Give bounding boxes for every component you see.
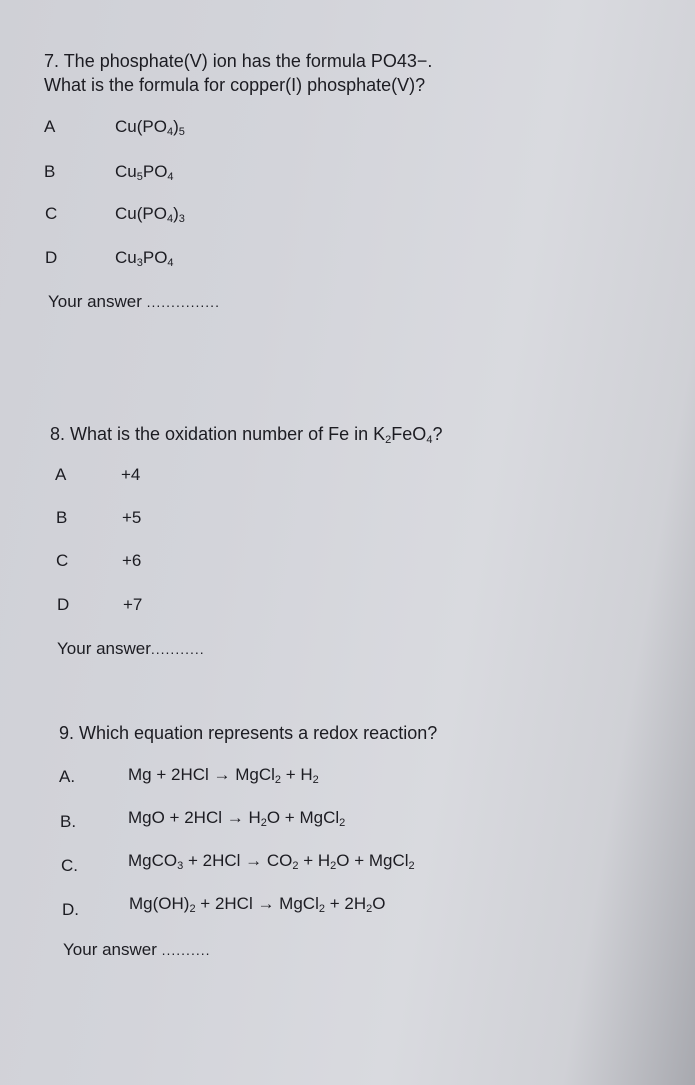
answer-dots: ............... [146,294,220,310]
q9-answer-line[interactable] [63,940,211,960]
formula-subscript: 2 [318,903,325,915]
q8-option-value: +6 [122,551,142,570]
answer-dots: .......... [161,942,211,958]
q9-title: 9. Which equation represents a redox reaction? [59,723,438,743]
q7-option-formula [115,117,185,138]
formula-part: ) [173,204,179,223]
formula-subscript: 3 [177,860,184,872]
answer-dots: ........... [150,641,205,657]
formula-subscript: 3 [178,213,185,225]
q8-title [50,423,442,451]
formula-subscript: 2 [385,434,392,446]
formula-subscript: 2 [260,817,267,829]
q7-option-letter: D [45,248,58,267]
formula-subscript: 2 [189,903,196,915]
answer-label: Your answer [63,940,157,959]
q9-option-letter: D. [62,900,79,919]
formula-subscript: 3 [136,257,143,269]
q8-option-letter: A [55,465,67,484]
q8-option-value: +4 [121,465,141,484]
formula-subscript: 2 [408,860,415,872]
q7-option-letter: A [44,117,56,136]
q9-option-letter: A. [59,767,76,786]
formula-part: Cu(PO [115,117,167,136]
formula-subscript: 2 [366,903,373,915]
formula-part: PO [142,248,168,267]
q9-option-letter: B. [60,812,77,831]
equation-part: + 2HCl → MgCl [195,894,319,913]
equation-part: + H [298,851,331,870]
formula-part: PO [142,162,168,181]
q7-option-formula [115,162,174,183]
formula-subscript: 4 [166,213,174,225]
q8-answer-line[interactable] [57,639,205,659]
q7-title-line1: 7. The phosphate(V) ion has the formula PO43−. [44,51,433,71]
q9-option-equation [129,894,385,915]
equation-part: + 2HCl → CO [183,851,293,870]
q8-option-value: +5 [122,508,142,527]
q7-title-line2: What is the formula for copper(I) phosphate(V)? [44,75,426,95]
q7-option-formula [115,204,185,225]
q9-option-equation [128,765,319,786]
formula-part: Cu(PO [115,204,167,223]
q9-option-equation [128,851,415,872]
q7-answer-line[interactable] [48,292,220,312]
q8-title-text: FeO [391,424,427,444]
equation-part: MgCO [128,851,178,870]
q9-option-equation [128,808,345,829]
equation-part: O [372,894,386,913]
formula-subscript: 2 [339,817,346,829]
formula-subscript: 2 [312,774,319,786]
q8-option-letter: D [57,595,70,614]
formula-subscript: 2 [292,860,299,872]
q7-option-formula [115,248,174,269]
formula-subscript: 4 [426,434,433,446]
equation-part: MgO + 2HCl → H [128,808,261,827]
q8-option-letter: B [56,508,68,527]
formula-subscript: 2 [330,860,337,872]
equation-part: O + MgCl [336,851,409,870]
formula-subscript: 4 [167,257,174,269]
formula-subscript: 4 [166,126,174,138]
q9-option-letter: C. [61,856,78,875]
q7-option-letter: C [45,204,58,223]
q7-option-letter: B [44,162,56,181]
equation-part: Mg + 2HCl → MgCl [128,765,275,784]
formula-part: Cu [115,248,137,267]
formula-subscript: 5 [136,171,143,183]
equation-part: + 2H [324,894,367,913]
q8-option-letter: C [56,551,69,570]
equation-part: + H [281,765,313,784]
q8-title-text: 8. What is the oxidation number of Fe in K [50,424,386,444]
formula-subscript: 5 [178,126,185,138]
q8-option-value: +7 [123,595,143,614]
answer-label: Your answer [48,292,142,311]
equation-part: Mg(OH) [129,894,190,913]
formula-subscript: 2 [274,774,282,786]
answer-label: Your answer [57,639,151,658]
formula-part: Cu [115,162,137,181]
formula-subscript: 4 [167,171,174,183]
formula-part: ) [173,117,179,136]
q8-title-text: ? [432,424,443,444]
equation-part: O + MgCl [266,808,340,827]
